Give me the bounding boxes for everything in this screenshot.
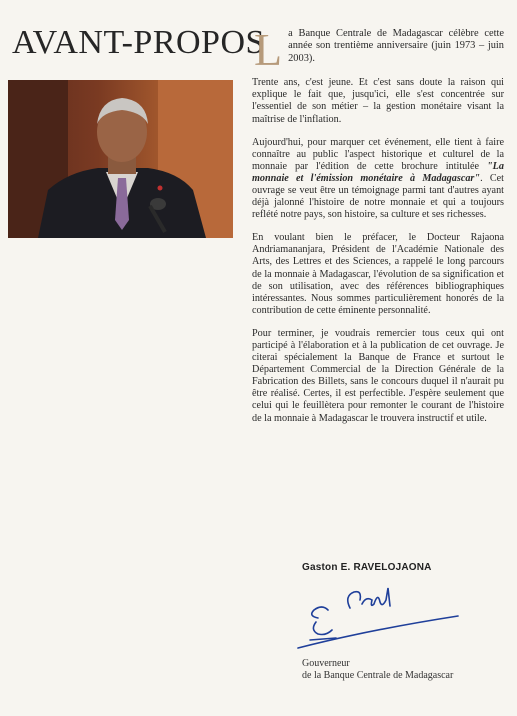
paragraph-1 xyxy=(252,77,504,125)
paragraph-2-text: Aujourd'hui, pour marquer cet événement, elle tient à faire connaître au public l'aspect historique et culturel de la monnaie par l'édition de cette brochure intitulée xyxy=(252,136,504,172)
intro-text: a Banque Centrale de Madagascar célèbre cette année son trentième anniversaire (juin 1973 – juin 2003). xyxy=(288,28,504,64)
paragraph-4 xyxy=(252,328,504,425)
signer-title-line-1: Gouverneur xyxy=(302,658,350,669)
signer-title xyxy=(302,658,453,682)
page-title: AVANT-PROPOS xyxy=(12,24,265,61)
paragraph-4-text: Pour terminer, je voudrais remercier tous ceux qui ont participé à l'élaboration et à la publication de cet ouvrage. Je citerai spécialement la Banque de France et surtout le Département Commercial de la Direction Générale de la Fabrication des Billets, sans le concours duquel il n'aurait pu être réalisé. Certes, il est perfectible. J'espère seulement que celui qui le feuillètera pour remonter le courant de l'histoire de la monnaie à Madagascar le trouvera instructif et utile. xyxy=(252,327,504,424)
handwritten-signature xyxy=(288,578,468,650)
body-text-column xyxy=(252,24,504,436)
brochure-title-emphasis: "La monnaie et l'émission monétaire à Madagascar" xyxy=(252,160,504,184)
paragraph-3-text: En voulant bien le préfacer, le Docteur Rajaona Andriamananjara, Président de l'Académie Nationale des Arts, des Lettres et des Sciences, a rappelé le long parcours de la monnaie à Madagascar, l'évolution de sa signification et de son utilisation, avec des références bibliographiques intéressantes. Nous sommes particulièrement honorés de la contribution de cette éminente personnalité. xyxy=(252,232,504,316)
intro-paragraph xyxy=(252,24,504,75)
signer-title-line-2: de la Banque Centrale de Madagascar xyxy=(302,670,454,681)
paragraph-1-text: Trente ans, c'est jeune. Et c'est sans doute la raison qui explique le fait que, jusqu'ici, elle s'est concentrée sur l'essentiel de son métier – la gestion monétaire visant la maîtrise de l'inflation. xyxy=(252,77,504,125)
portrait-illustration xyxy=(8,80,233,238)
paragraph-2 xyxy=(252,137,504,222)
paragraph-2-text-after: . Cet ouvrage se veut être un témoignage parmi tant d'autres ayant déjà jalonné l'histoire de notre monnaie et qui a toujours reflété notre pays, son histoire, sa culture et ses richesses. xyxy=(252,172,504,221)
drop-cap: L xyxy=(254,24,283,75)
portrait-photo xyxy=(8,80,233,238)
signer-name: Gaston E. RAVELOJAONA xyxy=(302,562,432,573)
paragraph-3 xyxy=(252,232,504,317)
